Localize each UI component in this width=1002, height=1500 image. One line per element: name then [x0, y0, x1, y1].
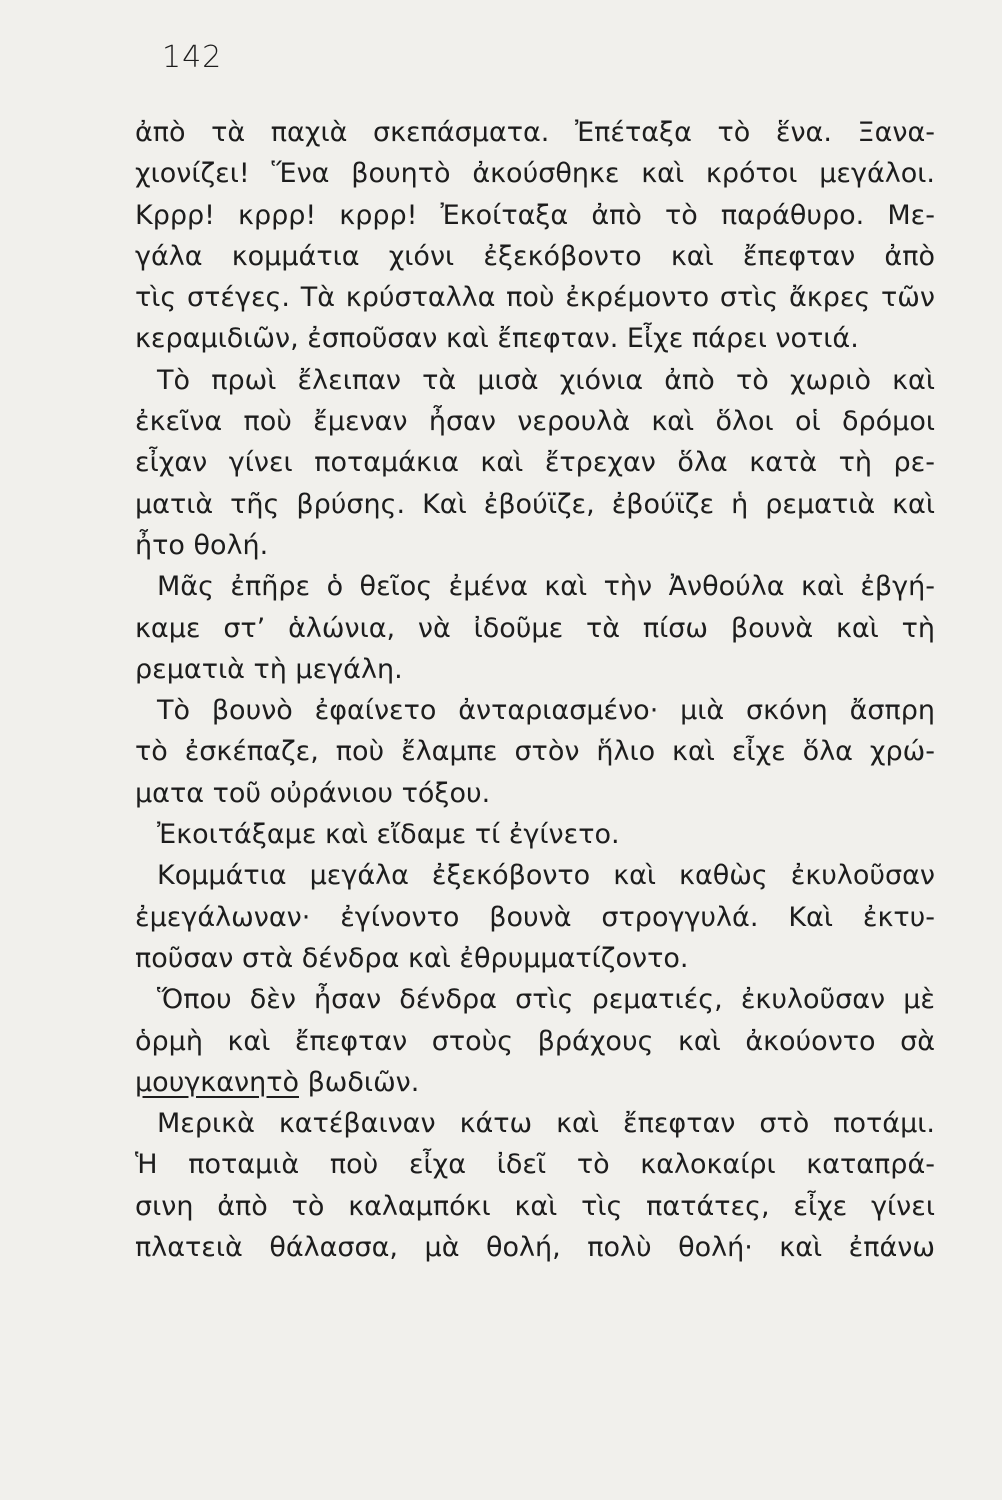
text-line: τὶς στέγες. Τὰ κρύσταλλα ποὺ ἐκρέμοντο στὶς ἄκρες τῶν [135, 282, 935, 314]
body-text [135, 112, 935, 1268]
text-line: Κομμάτια μεγάλα ἐξεκόβοντο καὶ καθὼς ἐκυλοῦσαν [157, 860, 935, 892]
text-line: ἦτο θολή. [135, 529, 269, 561]
page-number: 142 [162, 40, 223, 75]
text-line: Μερικὰ κατέβαιναν κάτω καὶ ἔπεφταν στὸ ποτάμι. [157, 1108, 935, 1140]
text-line: τὸ ἐσκέπαζε, ποὺ ἔλαμπε στὸν ἥλιο καὶ εἶχε ὅλα χρώ- [135, 736, 935, 768]
text-line: πλατειὰ θάλασσα, μὰ θολή, πολὺ θολή· καὶ ἐπάνω [135, 1232, 935, 1264]
text-line: Ἐκοιτάξαμε καὶ εἴδαμε τί ἐγίνετο. [157, 819, 620, 851]
text-line: ἐκεῖνα ποὺ ἔμεναν ἦσαν νερουλὰ καὶ ὅλοι οἱ δρόμοι [135, 406, 935, 438]
text-line: Κρρρ! κρρρ! κρρρ! Ἐκοίταξα ἀπὸ τὸ παράθυρο. Με- [135, 199, 935, 231]
text-line: ματιὰ τῆς βρύσης. Καὶ ἐβούϊζε, ἐβούϊζε ἡ ρεματιὰ καὶ [135, 488, 935, 520]
text-line: ποῦσαν στὰ δένδρα καὶ ἐθρυμματίζοντο. [135, 942, 689, 974]
text-line: Τὸ βουνὸ ἐφαίνετο ἀνταριασμένο· μιὰ σκόνη ἄσπρη [157, 695, 935, 727]
text-line: Ὅπου δὲν ἦσαν δένδρα στὶς ρεματιές, ἐκυλοῦσαν μὲ [157, 984, 935, 1016]
underlined-word: μουγκανητὸ [135, 1066, 299, 1098]
text-line: Μᾶς ἐπῆρε ὁ θεῖος ἐμένα καὶ τὴν Ἀνθούλα καὶ ἐβγή- [157, 571, 935, 603]
text-line: ἀπὸ τὰ παχιὰ σκεπάσματα. Ἐπέταξα τὸ ἕνα. Ξανα- [135, 117, 935, 148]
text-line: Ἡ ποταμιὰ ποὺ εἶχα ἰδεῖ τὸ καλοκαίρι καταπρά- [135, 1149, 935, 1181]
text-line: ὁρμὴ καὶ ἔπεφταν στοὺς βράχους καὶ ἀκούοντο σὰ [135, 1025, 935, 1057]
text-line: ἐμεγάλωναν· ἐγίνοντο βουνὰ στρογγυλά. Καὶ ἐκτυ- [135, 901, 935, 933]
text-fragment: βωδιῶν. [298, 1066, 420, 1098]
text-line: σινη ἀπὸ τὸ καλαμπόκι καὶ τὶς πατάτες, εἶχε γίνει [135, 1190, 935, 1222]
text-line: ματα τοῦ οὐράνιου τόξου. [135, 777, 491, 809]
text-line: χιονίζει! Ἕνα βουητὸ ἀκούσθηκε καὶ κρότοι μεγάλοι. [135, 158, 935, 190]
text-line: ρεματιὰ τὴ μεγάλη. [135, 653, 403, 685]
text-line: εἶχαν γίνει ποταμάκια καὶ ἔτρεχαν ὅλα κατὰ τὴ ρε- [135, 447, 935, 479]
text-line [135, 1062, 935, 1103]
text-line: κεραμιδιῶν, ἐσποῦσαν καὶ ἔπεφταν. Εἶχε πάρει νοτιά. [135, 323, 859, 355]
text-line: Τὸ πρωὶ ἔλειπαν τὰ μισὰ χιόνια ἀπὸ τὸ χωριὸ καὶ [157, 364, 935, 396]
text-line: γάλα κομμάτια χιόνι ἐξεκόβοντο καὶ ἔπεφταν ἀπὸ [135, 240, 935, 272]
text-line: καμε στ’ ἁλώνια, νὰ ἰδοῦμε τὰ πίσω βουνὰ καὶ τὴ [135, 612, 935, 644]
